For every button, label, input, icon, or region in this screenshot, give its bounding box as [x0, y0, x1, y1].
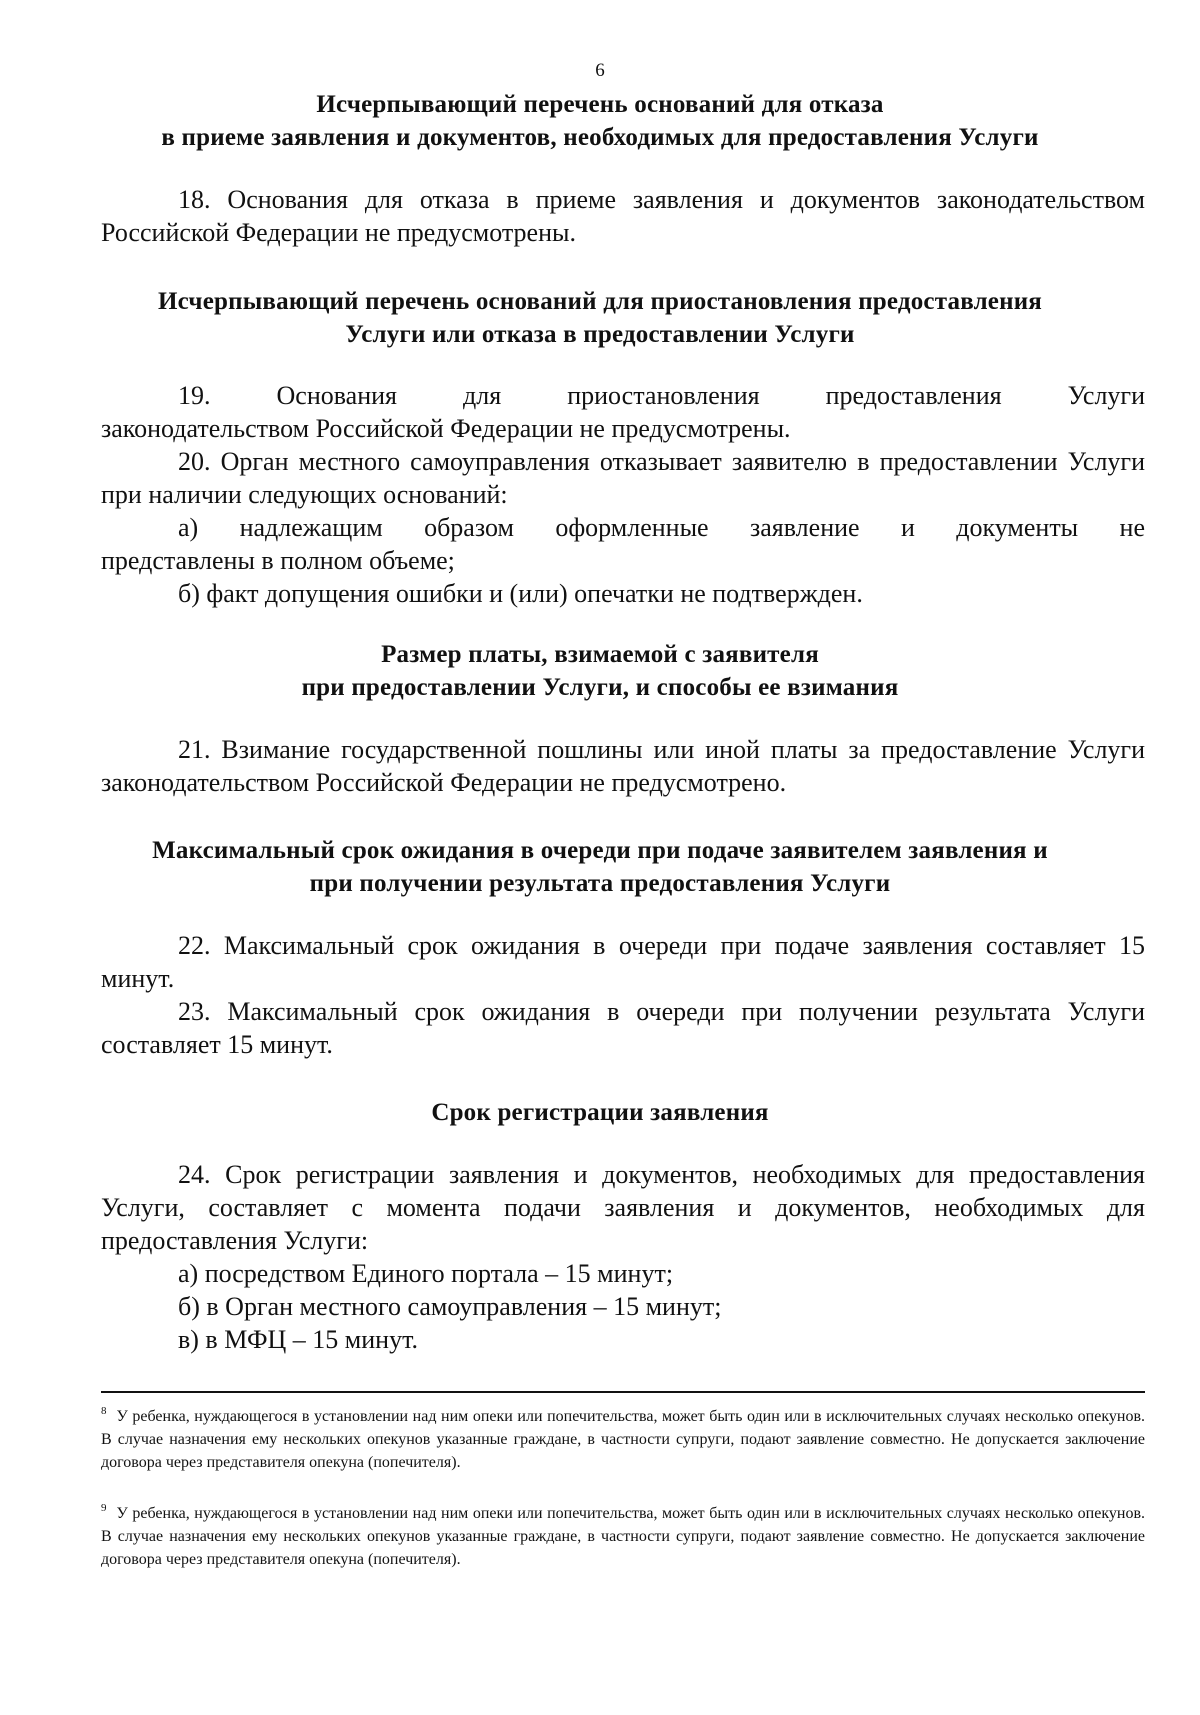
- heading-line: при предоставлении Услуги, и способы ее взимания: [301, 674, 899, 701]
- paragraph-24-a: а) посредством Единого портала – 15 минут;: [178, 1259, 674, 1288]
- heading-line: Срок регистрации заявления: [431, 1099, 769, 1126]
- heading-line: в приеме заявления и документов, необходимых для предоставления Услуги: [161, 124, 1039, 151]
- paragraph-20-a: а) надлежащим образом оформленные заявление и документы не представлены в полном объеме;: [101, 513, 1145, 575]
- paragraph-20: 20. Орган местного самоуправления отказывает заявителю в предоставлении Услуги при наличии следующих оснований:: [101, 447, 1145, 509]
- section-heading-waiting-time: [90, 834, 1110, 900]
- paragraph-23: 23. Максимальный срок ожидания в очереди при получении результата Услуги составляет 15 минут.: [101, 997, 1145, 1059]
- footnote-mark: 8: [101, 1405, 107, 1417]
- footnote-text: У ребенка, нуждающегося в установлении над ним опеки или попечительства, может быть один или в исключительных случаях несколько опекунов. В случае назначения ему нескольких опекунов указанные граждане, в частности супруги, подают заявление совместно. Не допускается заключение договора через представителя опекуна (попечителя).: [101, 1505, 1145, 1568]
- paragraph-19: 19. Основания для приостановления предоставления Услуги законодательством Российской Федерации не предусмотрены.: [101, 381, 1145, 443]
- heading-line: при получении результата предоставления Услуги: [309, 870, 891, 897]
- section-heading-registration-term: [90, 1096, 1110, 1129]
- heading-line: Услуги или отказа в предоставлении Услуги: [345, 321, 855, 348]
- paragraph-21: 21. Взимание государственной пошлины или иной платы за предоставление Услуги законодательством Российской Федерации не предусмотрено.: [101, 735, 1145, 797]
- section-heading-fee: [90, 638, 1110, 704]
- paragraph-24-b: б) в Орган местного самоуправления – 15 минут;: [178, 1292, 722, 1321]
- section-heading-refusal-acceptance: [90, 88, 1110, 154]
- footnote-separator: [101, 1391, 1145, 1393]
- footnote-8: [101, 1400, 1145, 1474]
- paragraph-18: 18. Основания для отказа в приеме заявления и документов законодательством Российской Федерации не предусмотрены.: [101, 185, 1145, 247]
- heading-line: Исчерпывающий перечень оснований для отказа: [316, 91, 884, 118]
- paragraph-24-c: в) в МФЦ – 15 минут.: [178, 1325, 418, 1354]
- footnote-text: У ребенка, нуждающегося в установлении над ним опеки или попечительства, может быть один или в исключительных случаях несколько опекунов. В случае назначения ему нескольких опекунов указанные граждане, в частности супруги, подают заявление совместно. Не допускается заключение договора через представителя опекуна (попечителя).: [101, 1408, 1145, 1471]
- heading-line: Исчерпывающий перечень оснований для приостановления предоставления: [157, 288, 1043, 315]
- footnote-9: [101, 1497, 1145, 1571]
- paragraph-22: 22. Максимальный срок ожидания в очереди при подаче заявления составляет 15 минут.: [101, 931, 1145, 993]
- heading-line: Размер платы, взимаемой с заявителя: [381, 641, 819, 668]
- footnote-mark: 9: [101, 1502, 107, 1514]
- paragraph-24: 24. Срок регистрации заявления и документов, необходимых для предоставления Услуги, составляет с момента подачи заявления и документов, необходимых для предоставления Услуги:: [101, 1160, 1145, 1255]
- section-heading-suspension-refusal: [90, 285, 1110, 351]
- heading-line: Максимальный срок ожидания в очереди при подаче заявителем заявления и: [152, 837, 1048, 864]
- paragraph-20-b: б) факт допущения ошибки и (или) опечатки не подтвержден.: [178, 579, 863, 608]
- page-number: 6: [595, 60, 605, 81]
